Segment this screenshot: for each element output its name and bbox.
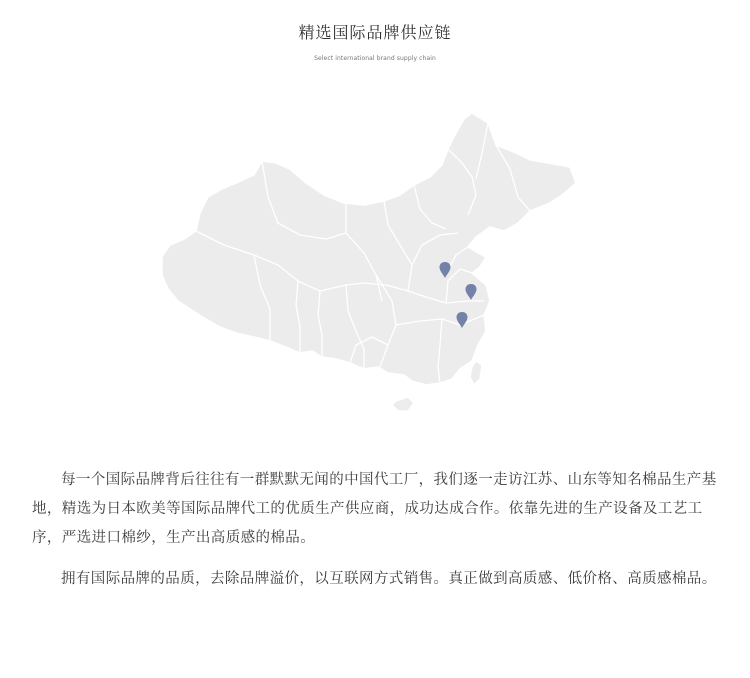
page-subtitle: Select international brand supply chain xyxy=(314,55,436,62)
value-paragraph: 拥有国际品牌的品质，去除品牌溢价，以互联网方式销售。真正做到高质感、低价格、高质感棉品。 xyxy=(61,571,717,587)
china-map xyxy=(150,105,590,425)
china-map-graphic xyxy=(150,105,590,425)
map-taiwan xyxy=(470,361,482,385)
page-title: 精选国际品牌供应链 xyxy=(298,23,452,42)
map-landmass xyxy=(162,113,576,385)
intro-paragraph: 每一个国际品牌背后往往有一群默默无闻的中国代工厂，我们逐一走访江苏、山东等知名棉品生产基地，精选为日本欧美等国际品牌代工的优质生产供应商，成功达成合作。依靠先进的生产设备及工艺工序，严选进口棉纱，生产出高质感的棉品。 xyxy=(32,472,717,546)
map-hainan xyxy=(392,397,414,411)
